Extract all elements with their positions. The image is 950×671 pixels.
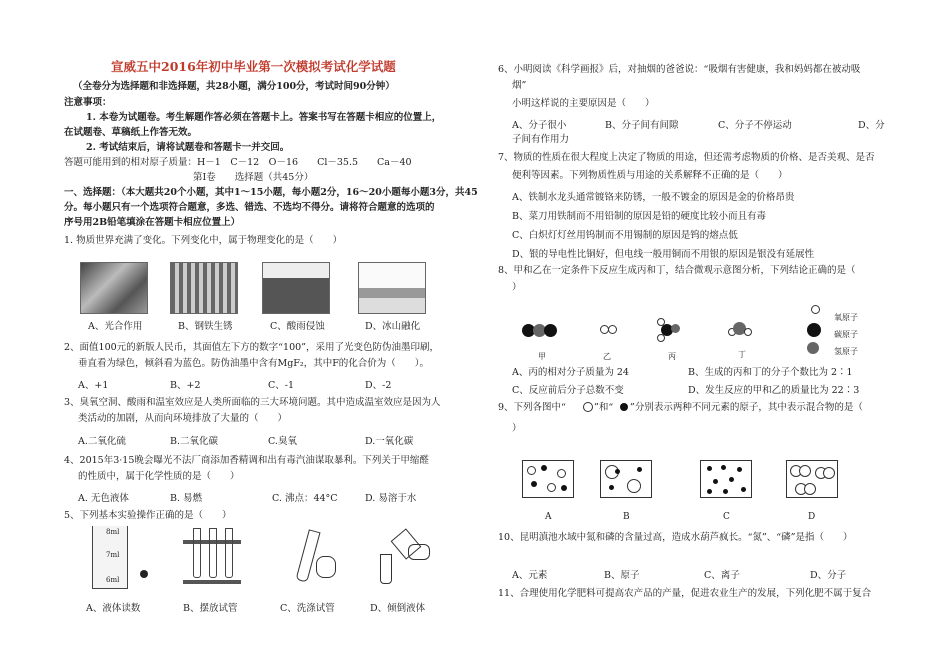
rusty-steel-image [170,262,238,314]
q9-label-d: D [808,512,816,522]
q8-option-d: D、发生反应的甲和乙的质量比为 22∶3 [688,385,860,396]
question-8-line2: ） [512,282,522,293]
q4-option-c: C. 沸点：44°C [272,493,338,504]
q2-option-d: D、-2 [365,380,392,391]
black-atom-icon [620,403,628,411]
q10-option-d: D、分子 [810,570,847,581]
molecule-label-jia: 甲 [538,352,546,361]
cylinder-mark-8: 8ml [106,528,120,536]
section1-line2: 分。每小题只有一个选项符合题意，多选、错选、不选均不得分。请将符合题意的选项的 [64,202,435,213]
q9-box-c [700,460,752,498]
notice-1b: 在试题卷、草稿纸上作答无效。 [64,127,198,138]
question-9-part2: ”和“ [594,402,614,413]
q2-option-a: A、+1 [78,380,109,391]
notice-2: 2. 考试结束后，请将试题卷和答题卡一并交回。 [86,142,290,153]
acid-rain-ruins-image [262,262,330,314]
q6-option-b: B、分子间有间隙 [605,120,679,131]
q6-option-a: A、分子很小 [512,120,567,131]
atomic-masses: 答题可能用到的相对原子质量：H－1 C－12 O－16 Cl－35.5 Ca－40 [64,157,412,168]
notice-1a: 1. 本卷为试题卷。考生解题作答必须在答题卡上。答案书写在答题卡相应的位置上， [86,112,442,123]
q6-option-d: D、分 [858,120,885,131]
pouring-liquid-figure [372,526,432,588]
question-2-line2: 垂直看为绿色，倾斜看为蓝色。防伪油墨中含有MgF₂，其中F的化合价为（ ）。 [78,358,430,369]
q9-label-b: B [623,512,630,522]
question-9-part1: 9、下列各图中“ [498,402,566,413]
question-2-line1: 2、面值100元的新版人民币，其面值左下方的数字“100”，采用了光变色防伪油墨印刷， [64,342,440,353]
question-6-line4: 子间有作用力 [512,134,570,145]
q2-option-c: C、-1 [268,380,295,391]
molecule-label-bing: 丙 [668,352,676,361]
q1-option-a: A、光合作用 [88,321,143,332]
q5-option-c: C、洗涤试管 [280,603,335,614]
question-6-line2: 烟” [512,80,527,91]
oxygen-legend-icon [807,323,821,337]
question-6-line3: 小明这样说的主要原因是（ ） [512,98,655,109]
question-9-part3: ”分别表示两种不同元素的原子，其中表示混合物的是（ [630,402,863,413]
q8-option-c: C、反应前后分子总数不变 [512,385,624,396]
cylinder-mark-7: 7ml [106,551,120,559]
question-6-line1: 6、小明阅读《科学画报》后，对抽烟的爸爸说：“吸烟有害健康，我和妈妈都在被动吸 [498,64,861,75]
q3-option-b: B.二氧化碳 [170,436,219,447]
q4-option-b: B. 易燃 [170,493,203,504]
question-3-line1: 3、臭氧空洞、酸雨和温室效应是人类所面临的三大环境问题。其中造成温室效应是因为人 [64,397,441,408]
question-11: 11、合理使用化学肥料可提高农产品的产量，促进农业生产的发展，下列化肥不属于复合 [498,588,872,599]
q10-option-c: C、离子 [704,570,740,581]
legend-carbon: 碳原子 [834,330,858,339]
question-4-line1: 4、2015年3·15晚会曝光不法厂商添加香精调和出有毒汽油谋取暴利。下列关于甲缩醛 [64,455,429,466]
q8-option-b: B、生成的丙和丁的分子个数比为 2∶1 [688,367,853,378]
q9-box-a [522,460,574,498]
part1-heading: 第Ⅰ卷 选择题（共45分） [193,172,314,183]
hydrogen-legend-icon [811,305,820,314]
question-3-line2: 类活动的加剧，从而向环境排放了大量的（ ） [78,413,288,424]
cylinder-mark-6: 6ml [106,576,120,584]
q1-option-d: D、冰山融化 [365,321,421,332]
question-5: 5、下列基本实验操作正确的是（ ） [64,510,232,521]
q10-option-b: B、原子 [604,570,640,581]
section1-line1: 一、选择题：（本大题共20个小题，其中1～15小题，每小题2分，16～20小题每小题3分，共45 [64,187,478,198]
molecule-ding [728,320,752,340]
q9-label-c: C [723,512,730,522]
molecule-label-yi: 乙 [603,352,611,361]
q7-option-d: D、银的导电性比铜好，但电线一般用铜而不用银的原因是银没有延展性 [512,249,815,260]
q4-option-d: D. 易溶于水 [365,493,417,504]
test-tube-rack-figure [183,528,241,588]
legend-oxygen: 氧原子 [834,313,858,322]
q3-option-d: D.一氧化碳 [365,436,414,447]
question-7-line2: 便利等因素。下列物质性质与用途的关系解释不正确的是（ ） [512,170,788,181]
q7-option-c: C、白炽灯灯丝用钨制而不用锡制的原因是钨的熔点低 [512,230,738,241]
q5-option-a: A、液体读数 [86,603,141,614]
notice-heading: 注意事项： [64,97,112,108]
question-10: 10、昆明滇池水域中氮和磷的含量过高，造成水葫芦疯长。“氮”、“磷”是指（ ） [498,532,853,543]
molecule-label-ding: 丁 [738,350,746,359]
molecule-bing [655,318,683,342]
q3-option-c: C.臭氧 [268,436,297,447]
q7-option-a: A、铁制水龙头通常镀铬来防锈，一般不镀金的原因是金的价格昂贵 [512,192,795,203]
question-1: 1. 物质世界充满了变化。下列变化中，属于物理变化的是（ ） [64,235,343,246]
q9-box-d [786,460,838,498]
legend-hydrogen: 氢原子 [834,347,858,356]
exam-title: 宣威五中2016年初中毕业第一次模拟考试化学试题 [111,59,396,74]
question-7-line1: 7、物质的性质在很大程度上决定了物质的用途，但还需考虑物质的价格、是否美观、是否 [498,152,875,163]
q3-option-a: A.二氧化硫 [78,436,126,447]
question-8-line1: 8、甲和乙在一定条件下反应生成丙和丁，结合微观示意图分析，下列结论正确的是（ [498,265,856,276]
q2-option-b: B、+2 [170,380,201,391]
molecule-jia [522,322,562,338]
q9-box-b [600,460,652,498]
white-atom-icon [583,402,593,412]
q4-option-a: A. 无色液体 [78,493,129,504]
exam-subtitle: （全卷分为选择题和非选择题，共28小题，满分100分，考试时间90分钟） [73,81,395,92]
q8-option-a: A、丙的相对分子质量为 24 [512,367,629,378]
q6-option-c: C、分子不停运动 [718,120,792,131]
q10-option-a: A、元素 [512,570,548,581]
q1-option-c: C、酸雨侵蚀 [270,321,325,332]
question-9-part4: ） [512,423,522,434]
q9-label-a: A [545,512,552,522]
q1-option-b: B、钢铁生锈 [178,321,233,332]
melting-iceberg-image [358,262,426,314]
q5-option-b: B、摆放试管 [183,603,238,614]
q7-option-b: B、菜刀用铁制而不用铅制的原因是铅的硬度比较小而且有毒 [512,211,766,222]
section1-line3: 序号用2B铅笔填涂在答题卡相应位置上） [64,217,241,228]
question-4-line2: 的性质中，属于化学性质的是（ ） [78,471,240,482]
q5-option-d: D、倾倒液体 [370,603,426,614]
photosynthesis-image [80,262,148,314]
washing-test-tube-figure [290,526,340,588]
molecule-yi [600,325,620,335]
carbon-legend-icon [807,342,819,354]
eye-icon [140,570,148,578]
